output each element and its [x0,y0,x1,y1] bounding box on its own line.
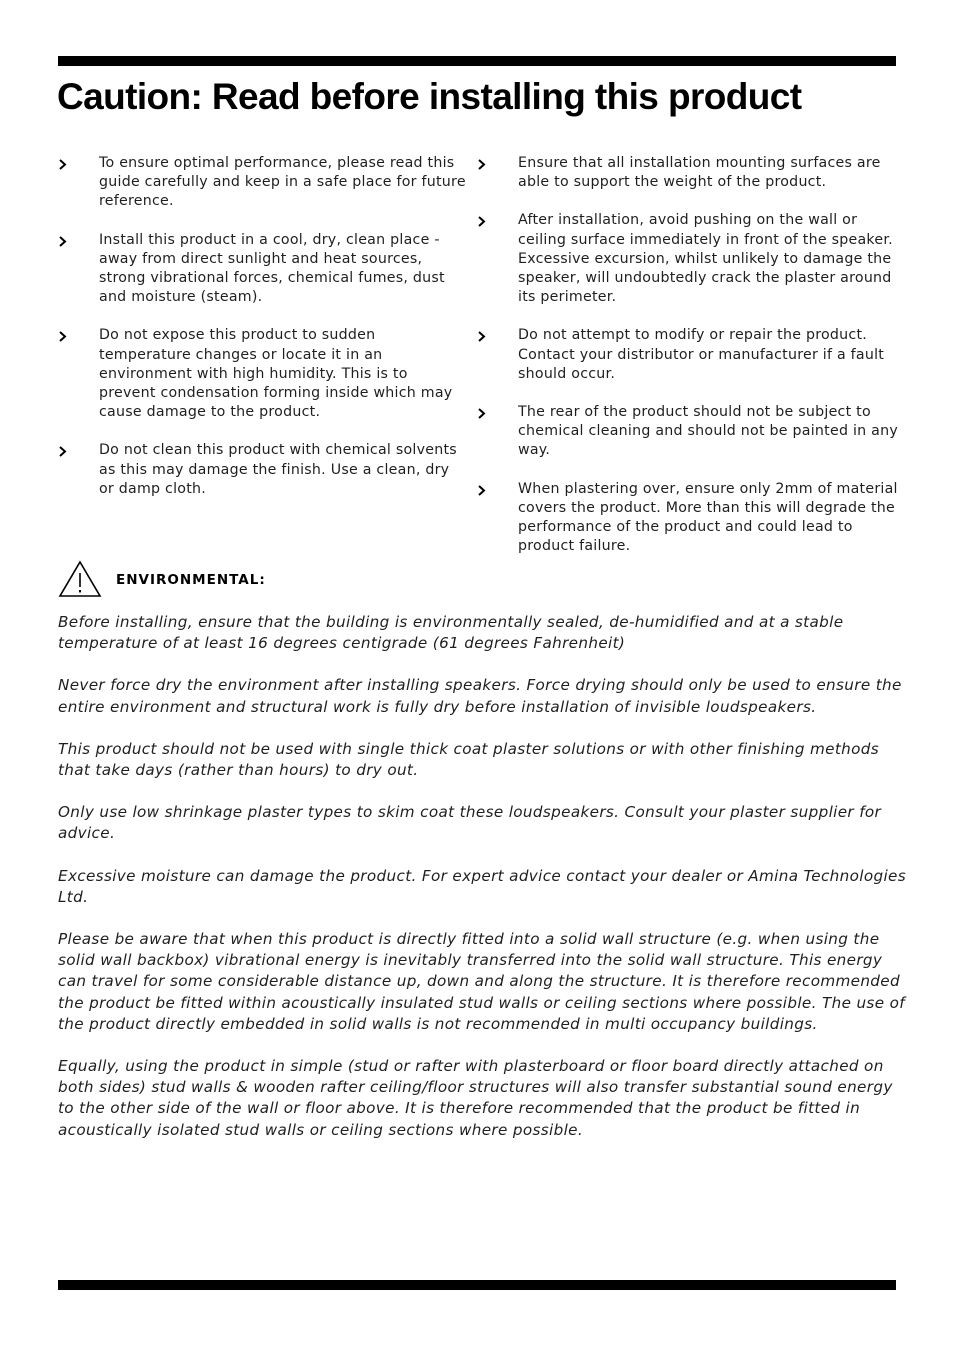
bullet-item [477,326,902,384]
bullet-text: Do not expose this product to sudden temperature changes or locate it in an environment with high humidity. This is to prevent condensation forming inside which may cause damage to the product. [99,327,453,421]
bullet-text: Install this product in a cool, dry, clean place - away from direct sunlight and heat sources, strong vibrational forces, chemical fumes, dust and moisture (steam). [99,231,445,306]
environmental-paragraph: Please be aware that when this product is directly fitted into a solid wall structure (e.g. when using the solid wall backbox) vibrational energy is inevitably transferred into the solid wall structure. This energy can travel for some considerable distance up, down and along the structure. It is therefore recommended the product be fitted within acoustically insulated stud walls or ceiling sections where possible. The use of the product directly embedded in solid walls is not recommended in multi occupancy buildings. [58,930,905,1033]
page-title: Caution: Read before installing this product [57,76,802,117]
bullet-item [477,154,902,192]
bullet-text: Do not clean this product with chemical solvents as this may damage the finish. Use a clean, dry or damp cloth. [99,442,457,497]
environmental-header [58,560,458,598]
chevron-right-icon [477,408,487,419]
bullet-item [58,441,468,499]
bullet-item [477,403,902,461]
chevron-right-icon [477,485,487,496]
bullet-text: Ensure that all installation mounting surfaces are able to support the weight of the product. [518,155,881,191]
environmental-body [58,612,908,1162]
environmental-paragraph: Only use low shrinkage plaster types to skim coat these loudspeakers. Consult your plaster supplier for advice. [58,803,882,843]
bullet-item [58,154,468,212]
bullet-column-right [477,154,902,575]
top-rule [58,56,896,66]
environmental-paragraph: Before installing, ensure that the building is environmentally sealed, de-humidified and at a stable temperature of at least 16 degrees centigrade (61 degrees Fahrenheit) [58,613,844,653]
chevron-right-icon [477,159,487,170]
chevron-right-icon [58,446,68,457]
chevron-right-icon [58,331,68,342]
bottom-rule [58,1280,896,1290]
chevron-right-icon [477,331,487,342]
environmental-title: ENVIRONMENTAL: [116,572,266,588]
bullet-item [58,326,468,422]
bullet-item [477,211,902,307]
bullet-text: When plastering over, ensure only 2mm of material covers the product. More than this will degrade the performance of the product and could lead to product failure. [518,480,898,555]
chevron-right-icon [58,236,68,247]
chevron-right-icon [58,159,68,170]
environmental-paragraph: This product should not be used with single thick coat plaster solutions or with other finishing methods that take days (rather than hours) to dry out. [58,739,880,780]
environmental-paragraph: Never force dry the environment after installing speakers. Force drying should only be used to ensure the entire environment and structural work is fully dry before installation of invisible loudspeakers. [58,676,902,716]
chevron-right-icon [477,216,487,227]
bullet-text: To ensure optimal performance, please read this guide carefully and keep in a safe place for future reference. [99,155,466,210]
bullet-text: The rear of the product should not be subject to chemical cleaning and should not be painted in any way. [518,404,899,459]
bullet-column-left [58,154,468,518]
environmental-paragraph: Excessive moisture can damage the product. For expert advice contact your dealer or Amina Technologies Ltd. [58,866,906,906]
bullet-text: After installation, avoid pushing on the wall or ceiling surface immediately in front of the speaker. Excessive excursion, whilst unlikely to damage the speaker, will undoubtedly crack the plaster around its perimeter. [518,212,893,306]
warning-triangle-icon [58,560,102,602]
bullet-item [477,480,902,557]
bullet-item [58,231,468,308]
bullet-text: Do not attempt to modify or repair the product. Contact your distributor or manufacturer if a fault should occur. [518,327,885,382]
environmental-paragraph: Equally, using the product in simple (stud or rafter with plasterboard or floor board directly attached on both sides) stud walls & wooden rafter ceiling/floor structures will also transfer substantial sound energy to the other side of the wall or floor above. It is therefore recommended that the product be fitted in acoustically isolated stud walls or ceiling sections where possible. [58,1057,893,1139]
